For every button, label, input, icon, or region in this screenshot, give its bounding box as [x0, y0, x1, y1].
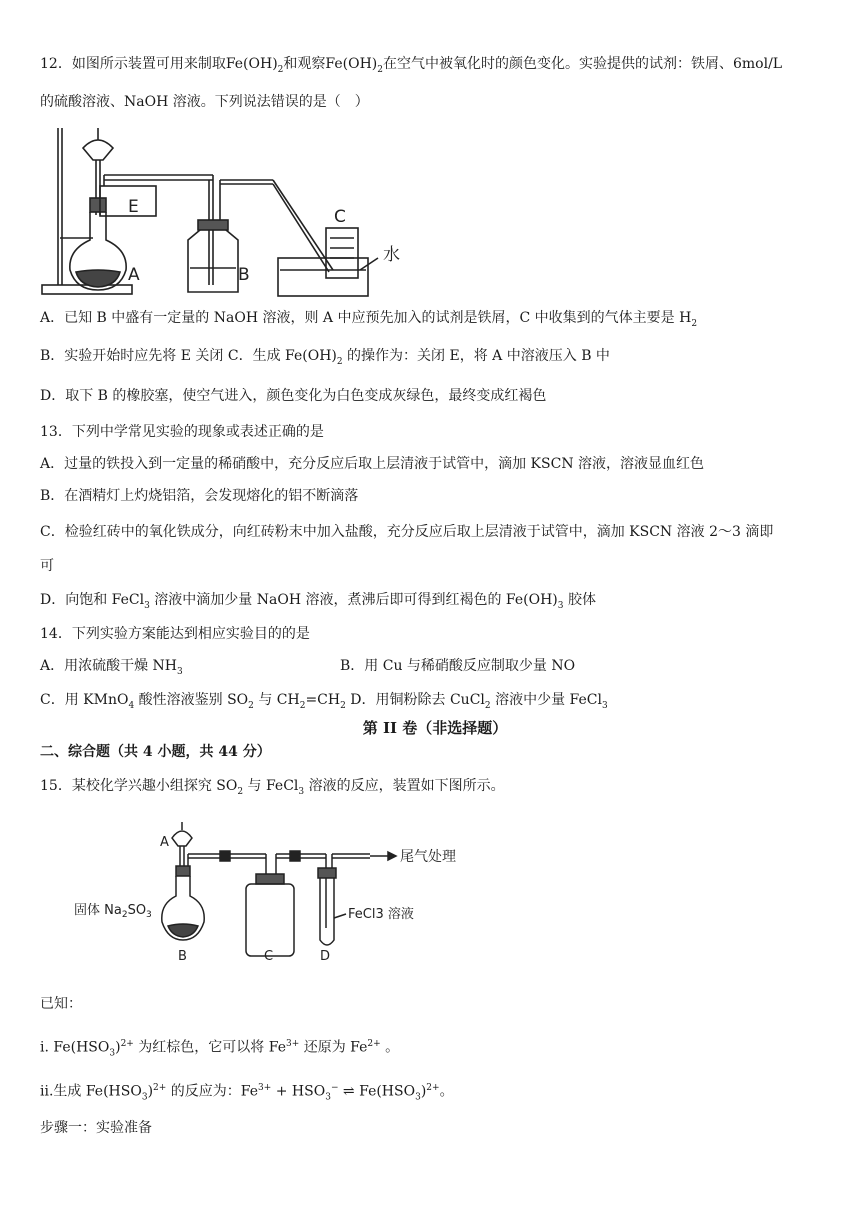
q12-apparatus-diagram	[38, 120, 418, 300]
label-fecl3: FeCl3 溶液	[348, 907, 414, 922]
section-heading: 二、综合题（共 4 小题，共 44 分）	[40, 744, 271, 760]
q13-option-a: A．过量的铁投入到一定量的稀硝酸中，充分反应后取上层清液于试管中，滴加 KSCN 溶液，溶液显血红色	[40, 456, 705, 472]
q13-option-b: B．在酒精灯上灼烧铝箔，会发现熔化的铝不断滴落	[40, 488, 359, 504]
q14-option-b: B．用 Cu 与稀硝酸反应制取少量 NO	[340, 658, 576, 674]
q14-stem: 14．下列实验方案能达到相应实验目的的是	[40, 626, 310, 642]
q13-stem: 13．下列中学常见实验的现象或表述正确的是	[40, 424, 324, 440]
q12-option-d: D．取下 B 的橡胶塞，使空气进入，颜色变化为白色变成灰绿色，最终变成红褐色	[40, 388, 547, 404]
q15-known: 已知：	[40, 996, 82, 1012]
q15-stem: 15．某校化学兴趣小组探究 $SO_2$ 与 FeCl$_3$ 溶液的反应，装置如下图所示。	[40, 778, 505, 797]
label-B-15: B	[178, 949, 187, 964]
label-tail-gas: 尾气处理	[400, 849, 456, 865]
label-solid-na2so3: 固体 $Na_2SO_3$	[74, 903, 152, 920]
q13-option-c-line1: C．检验红砖中的氧化铁成分，向红砖粉末中加入盐酸，充分反应后取上层清液于试管中，滴加 KSCN 溶液 2～3 滴即	[40, 524, 774, 540]
q15-known-ii: ⅱ.生成 $Fe(HSO_3)^{2+}$ 的反应为：$Fe^{3+} + HSO_3^-$ ⇌ $Fe(HSO_3)^{2+}$。	[40, 1083, 454, 1103]
q12-stem-line1: 12．如图所示装置可用来制取$Fe(OH)_2$和观察$Fe(OH)_2$在空气中被氧化时的颜色变化。实验提供的试剂：铁屑、6mol/L	[40, 56, 783, 75]
q12-option-b-c: B．实验开始时应先将 E 关闭 C．生成 $Fe(OH)_2$ 的操作为：关闭 E，将 A 中溶液压入 B 中	[40, 348, 610, 367]
q15-apparatus-diagram	[70, 818, 470, 968]
q15-step1: 步骤一：实验准备	[40, 1120, 152, 1136]
q12-stem-line2: 的硫酸溶液、NaOH 溶液。下列说法错误的是（ ）	[40, 94, 369, 110]
label-water: 水	[383, 245, 400, 265]
q13-option-c-line2: 可	[40, 558, 54, 574]
q13-option-d: D．向饱和 FeCl$_3$ 溶液中滴加少量 NaOH 溶液，煮沸后即可得到红褐色的 $Fe(OH)_3$ 胶体	[40, 592, 596, 611]
section-title: 第 II 卷（非选择题）	[362, 719, 508, 737]
label-E: E	[128, 197, 139, 217]
q14-option-c-d: C．用 KMnO$_4$ 酸性溶液鉴别 $SO_2$ 与 $CH_2=CH_2$ D．用铜粉除去 CuCl$_2$ 溶液中少量 FeCl$_3$	[40, 692, 608, 711]
label-A: A	[128, 265, 140, 285]
q12-option-a: A．已知 B 中盛有一定量的 NaOH 溶液，则 A 中应预先加入的试剂是铁屑，C 中收集到的气体主要是 $H_2$	[40, 310, 698, 329]
label-D-15: D	[320, 949, 331, 964]
label-B: B	[238, 265, 250, 285]
q15-known-i: ⅰ. $Fe(HSO_3)^{2+}$ 为红棕色，它可以将 $Fe^{3+}$ 还原为 $Fe^{2+}$ 。	[40, 1039, 400, 1059]
q14-option-a: A．用浓硫酸干燥 $NH_3$	[40, 658, 183, 677]
label-C: C	[334, 207, 346, 227]
label-A-15: A	[160, 835, 169, 850]
label-C-15: C	[264, 949, 274, 964]
